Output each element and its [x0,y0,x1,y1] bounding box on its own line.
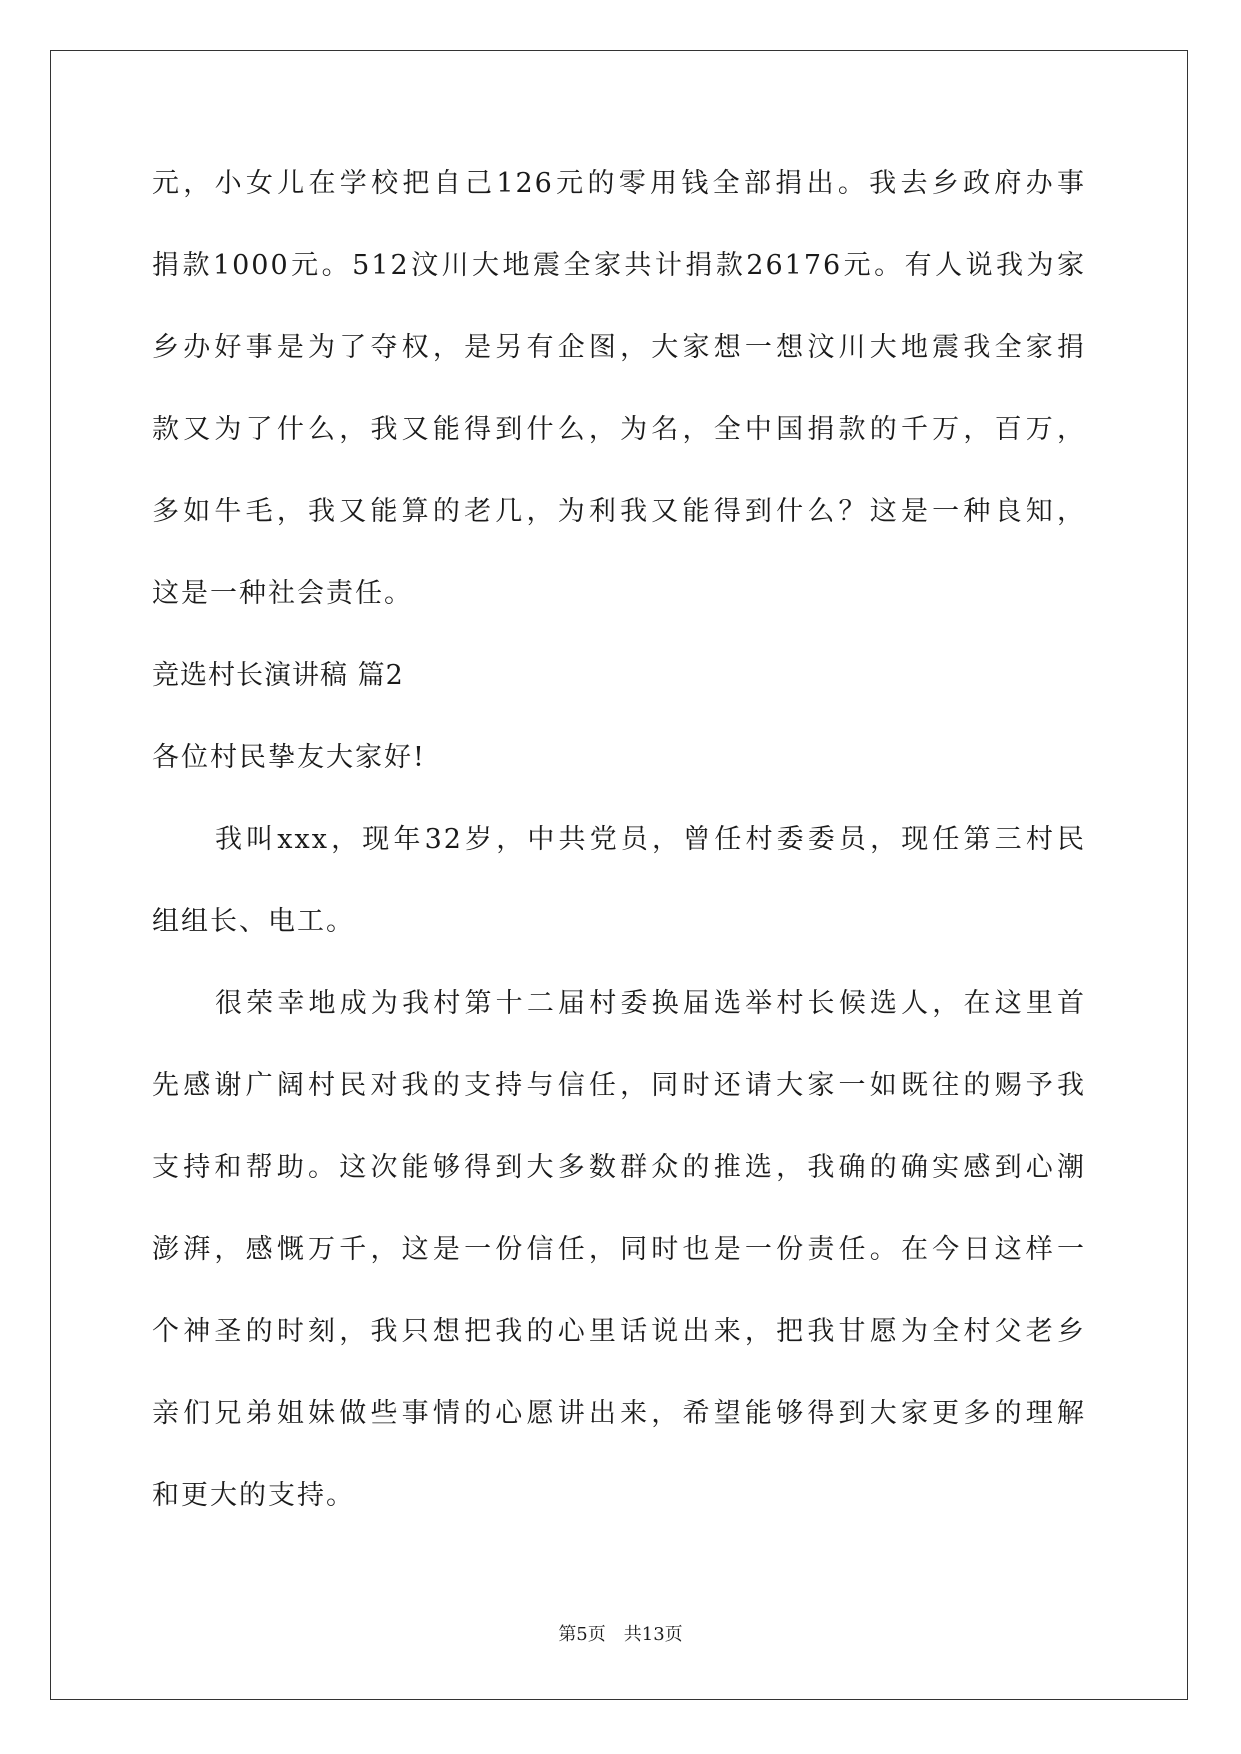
page-number: 第5页 共13页 [558,1624,683,1645]
paragraph-line: 亲们兄弟姐妹做些事情的心愿讲出来，希望能够得到大家更多的理解 [152,1398,1086,1429]
section-heading: 竞选村长演讲稿 篇2 [152,660,404,691]
paragraph-line: 款又为了什么，我又能得到什么，为名，全中国捐款的千万，百万， [152,414,1086,445]
paragraph-line: 捐款1000元。512汶川大地震全家共计捐款26176元。有人说我为家 [152,250,1086,281]
paragraph-line: 和更大的支持。 [152,1480,355,1511]
paragraph-line: 澎湃，感慨万千，这是一份信任，同时也是一份责任。在今日这样一 [152,1234,1086,1265]
paragraph-line: 我叫xxx，现年32岁，中共党员，曾任村委委员，现任第三村民 [215,824,1086,855]
paragraph-line: 这是一种社会责任。 [152,578,413,609]
paragraph-line: 元，小女儿在学校把自己126元的零用钱全部捐出。我去乡政府办事 [152,168,1086,199]
paragraph-line: 组组长、电工。 [152,906,355,937]
page-number-footer [0,1623,1241,1647]
paragraph-line: 很荣幸地成为我村第十二届村委换届选举村长候选人，在这里首 [215,988,1086,1019]
paragraph-line: 先感谢广阔村民对我的支持与信任，同时还请大家一如既往的赐予我 [152,1070,1086,1101]
paragraph-line: 个神圣的时刻，我只想把我的心里话说出来，把我甘愿为全村父老乡 [152,1316,1086,1347]
document-body [152,158,1086,1552]
paragraph-line: 多如牛毛，我又能算的老几，为利我又能得到什么？这是一种良知， [152,496,1086,527]
paragraph-line: 乡办好事是为了夺权，是另有企图，大家想一想汶川大地震我全家捐 [152,332,1086,363]
paragraph-line: 支持和帮助。这次能够得到大多数群众的推选，我确的确实感到心潮 [152,1152,1086,1183]
salutation: 各位村民挚友大家好! [152,742,426,773]
